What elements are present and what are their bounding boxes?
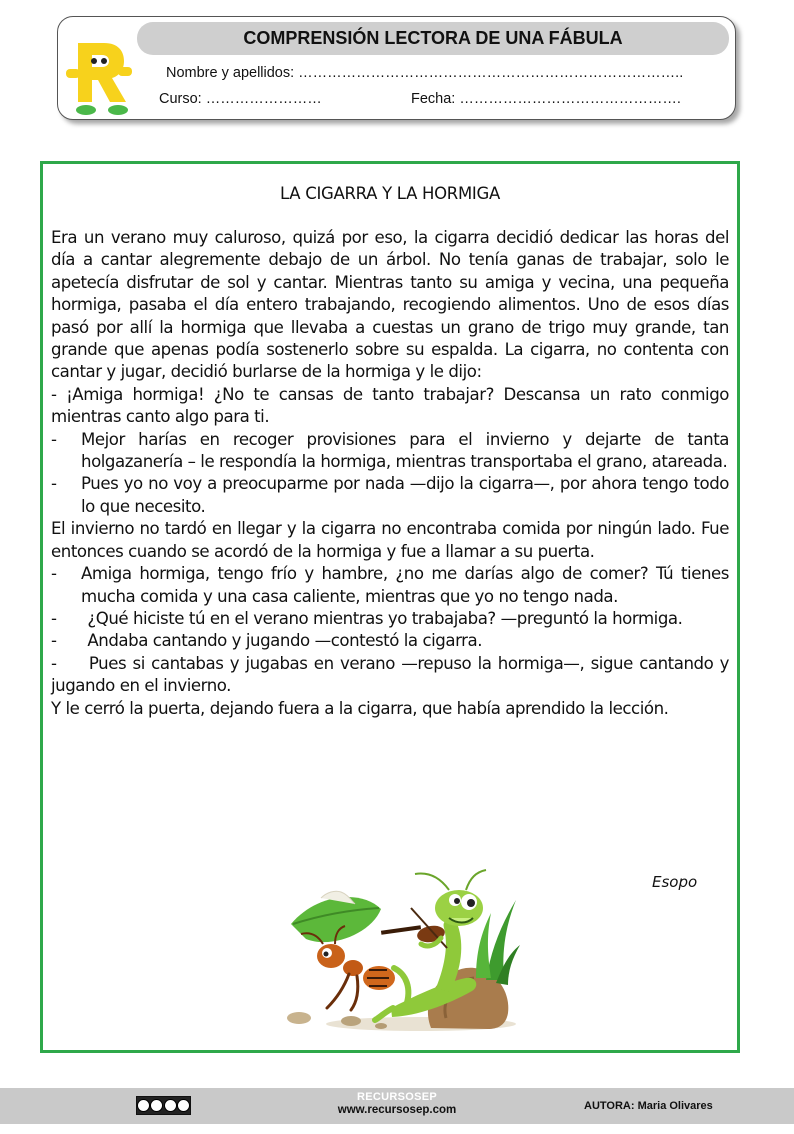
site-url-link[interactable]: www.recursosep.com: [337, 1104, 457, 1116]
dialogue-text: ¿Qué hiciste tú en el verano mientras yo trabajaba? —preguntó la hormiga.: [82, 608, 683, 628]
dialogue-dash: -: [51, 564, 57, 584]
dialogue-text: Pues yo no voy a preocuparme por nada —dijo la cigarra—, por ahora tengo todo lo que necesito.: [81, 474, 729, 516]
dialogue-dash: -: [51, 429, 57, 449]
story-author: Esopo: [652, 873, 698, 891]
story-text: [51, 227, 729, 720]
dialogue-text: Mejor harías en recoger provisiones para el invierno y dejarte de tanta holgazanería – le respondía la hormiga, mientras transportaba el grano, atareada.: [81, 429, 729, 472]
dialogue-line: [51, 473, 729, 518]
dialogue-text: Andaba cantando y jugando —contestó la cigarra.: [82, 631, 483, 651]
dialogue-line: [51, 653, 729, 698]
ant-and-grasshopper-illustration-icon: [271, 868, 521, 1034]
dialogue-dash: -: [51, 631, 57, 651]
story-paragraph: Era un verano muy caluroso, quizá por eso, la cigarra decidió dedicar las horas del día a cantar alegremente debajo de un árbol. No tenía ganas de trabajar, solo le apetecía disfrutar de sol y cantar. Mientras tanto su amiga y vecina, una pequeña hormiga, pasaba el día entero trabajando, recogiendo alimentos. Uno de esos días pasó por allí la hormiga que llevaba a cuestas un grano de trigo muy grande, tan grande que apenas podía sostenerlo sobre su espalda. La cigarra, no contenta con cantar y jugar, decidió burlarse de la hormiga y le dijo:: [51, 228, 729, 382]
cc-by-nc-sa-icon: [136, 1096, 191, 1115]
dialogue-text: Pues si cantabas y jugabas en verano —repuso la hormiga—, sigue cantando y jugando en el invierno.: [51, 653, 729, 696]
name-field[interactable]: Nombre y apellidos: ……………………………………………………………………..: [166, 65, 684, 81]
page-footer: [0, 1088, 794, 1124]
story-paragraph: El invierno no tardó en llegar y la cigarra no encontraba comida por ningún lado. Fue entonces cuando se acordó de la hormiga y fue a llamar a su puerta.: [51, 519, 729, 561]
story-paragraph: Y le cerró la puerta, dejando fuera a la cigarra, que había aprendido la lección.: [51, 698, 669, 718]
dialogue-line: [51, 608, 729, 630]
author-credit: AUTORA: Maria Olivares: [584, 1100, 713, 1112]
dialogue-dash: -: [51, 653, 57, 673]
dialogue-text: Amiga hormiga, tengo frío y hambre, ¿no me darías algo de comer? Tú tienes mucha comida y una casa caliente, mientras que yo no tengo nada.: [81, 564, 729, 606]
date-field[interactable]: Fecha: ……………………………………….: [411, 91, 681, 107]
dialogue-line: [51, 630, 729, 652]
worksheet-header: [57, 16, 736, 120]
site-brand: RECURSOSEP: [356, 1091, 438, 1103]
dialogue-dash: -: [51, 608, 57, 628]
recursosep-logo-icon: [64, 33, 134, 117]
story-paragraph: - ¡Amiga hormiga! ¿No te cansas de tanto trabajar? Descansa un rato conmigo mientras canto algo para ti.: [51, 384, 729, 427]
worksheet-title: COMPRENSIÓN LECTORA DE UNA FÁBULA: [137, 22, 729, 55]
dialogue-line: [51, 429, 729, 474]
course-field[interactable]: Curso: ……………………: [159, 91, 322, 107]
dialogue-dash: -: [51, 474, 57, 494]
reading-box: [40, 161, 740, 1053]
dialogue-line: [51, 563, 729, 608]
story-title: LA CIGARRA Y LA HORMIGA: [280, 184, 500, 203]
